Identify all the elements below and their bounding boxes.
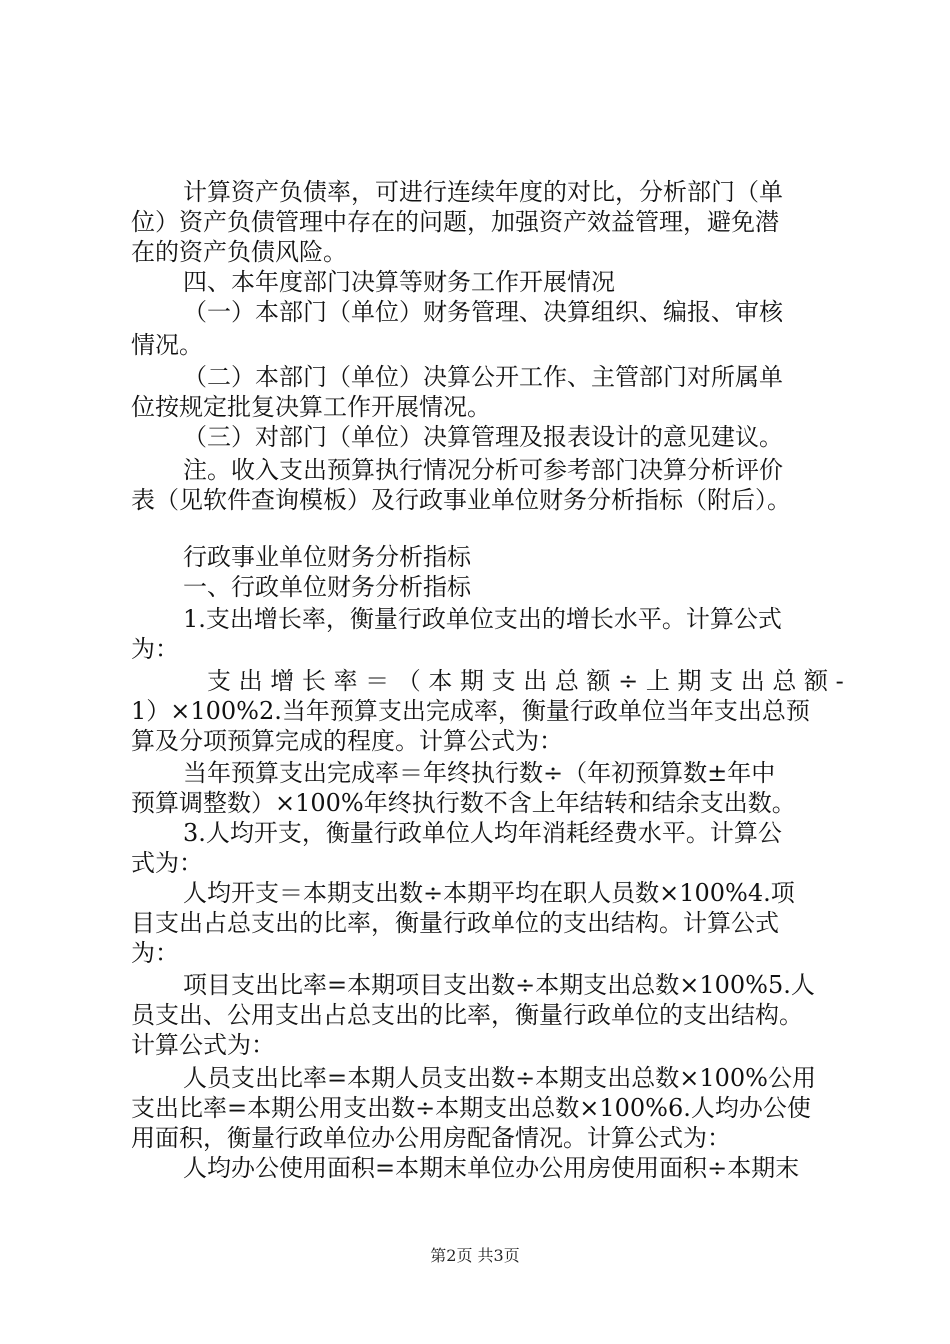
page-number: 第2页 共3页 [430, 1246, 520, 1265]
paragraph-line: 目支出占总支出的比率，衡量行政单位的支出结构。计算公式 [131, 909, 779, 937]
formula-line: 支 出 增 长 率 ＝ （ 本 期 支 出 总 额 ÷ 上 期 支 出 总 额 - [207, 667, 844, 695]
paragraph-line: 情况。 [131, 331, 203, 359]
paragraph-line: 3.人均开支，衡量行政单位人均年消耗经费水平。计算公 [183, 819, 782, 847]
paragraph-line: （二）本部门（单位）决算公开工作、主管部门对所属单 [183, 363, 783, 391]
formula-line: 人员支出比率=本期人员支出数÷本期支出总数×100%公用 [183, 1064, 816, 1092]
paragraph-line: 1.支出增长率，衡量行政单位支出的增长水平。计算公式 [183, 605, 782, 633]
paragraph-line: 计算公式为： [131, 1031, 275, 1059]
formula-line: 支出比率=本期公用支出数÷本期支出总数×100%6.人均办公使 [131, 1094, 811, 1122]
formula-line: 当年预算支出完成率＝年终执行数÷（年初预算数±年中 [183, 759, 776, 787]
paragraph-line: 式为： [131, 849, 203, 877]
paragraph-line: 在的资产负债风险。 [131, 238, 347, 266]
paragraph-line: 位按规定批复决算工作开展情况。 [131, 393, 491, 421]
paragraph-line: 位）资产负债管理中存在的问题，加强资产效益管理，避免潜 [131, 208, 779, 236]
formula-line: 1）×100%2.当年预算支出完成率，衡量行政单位当年支出总预 [131, 697, 810, 725]
formula-line: 人均办公使用面积=本期末单位办公用房使用面积÷本期末 [183, 1154, 800, 1182]
paragraph-line: （一）本部门（单位）财务管理、决算组织、编报、审核 [183, 298, 783, 326]
paragraph-line: 员支出、公用支出占总支出的比率，衡量行政单位的支出结构。 [131, 1001, 803, 1029]
note-line: 注。收入支出预算执行情况分析可参考部门决算分析评价 [183, 456, 783, 484]
note-line: 表（见软件查询模板）及行政事业单位财务分析指标（附后）。 [131, 486, 791, 514]
formula-line: 人均开支＝本期支出数÷本期平均在职人员数×100%4.项 [183, 879, 795, 907]
paragraph-line: 为： [131, 635, 179, 663]
section-heading: 一、行政单位财务分析指标 [183, 573, 471, 601]
paragraph-line: 计算资产负债率，可进行连续年度的对比，分析部门（单 [183, 178, 783, 206]
paragraph-line: 用面积，衡量行政单位办公用房配备情况。计算公式为： [131, 1124, 731, 1152]
paragraph-line: 为： [131, 939, 179, 967]
formula-line: 项目支出比率=本期项目支出数÷本期支出总数×100%5.人 [183, 971, 815, 999]
section-heading: 四、本年度部门决算等财务工作开展情况 [183, 268, 615, 296]
paragraph-line: 算及分项预算完成的程度。计算公式为： [131, 727, 563, 755]
paragraph-line: （三）对部门（单位）决算管理及报表设计的意见建议。 [183, 423, 783, 451]
section-title: 行政事业单位财务分析指标 [183, 543, 471, 571]
formula-line: 预算调整数）×100%年终执行数不含上年结转和结余支出数。 [131, 789, 796, 817]
